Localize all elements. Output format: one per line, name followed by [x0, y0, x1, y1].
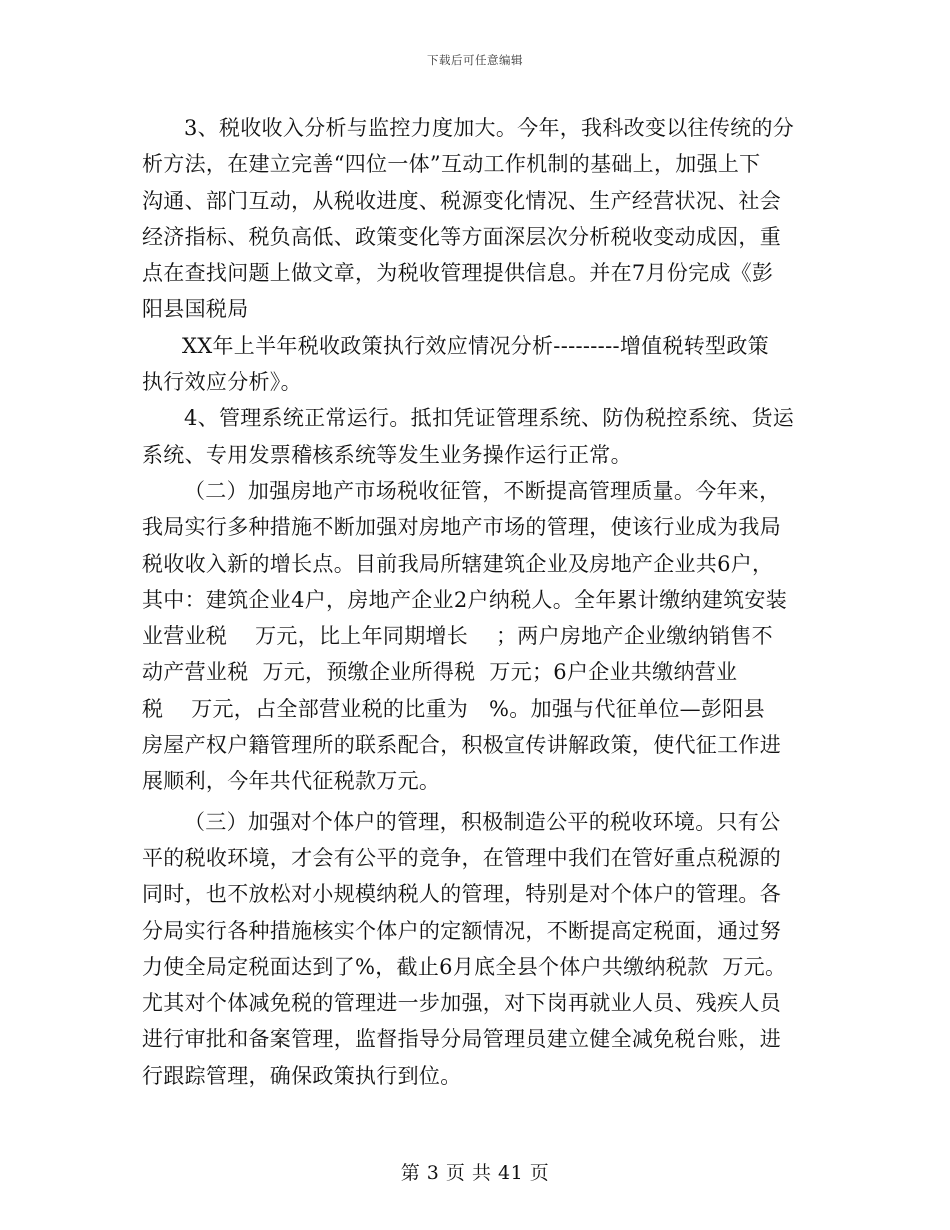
text-line: 税 万元，占全部营业税的比重为 %。加强与代征单位—彭阳县: [142, 696, 765, 721]
text-line: 阳县国税局: [142, 297, 249, 322]
text-line: 进行审批和备案管理，监督指导分局管理员建立健全减免税台账，进: [142, 1027, 781, 1052]
text-line: 平的税收环境，才会有公平的竞争，在管理中我们在管好重点税源的: [142, 845, 781, 870]
text-line: 点在查找问题上做文章，为税收管理提供信息。并在7月份完成《彭: [142, 261, 774, 286]
text-line: 执行效应分析》。: [142, 370, 302, 395]
text-line: 系统、专用发票稽核系统等发生业务操作运行正常。: [142, 442, 632, 467]
text-line: 力使全局定税面达到了%，截止6月底全县个体户共缴纳税款 万元。: [142, 954, 787, 979]
document-body: [142, 110, 810, 1094]
text-line: 房屋产权户籍管理所的联系配合，积极宣传讲解政策，使代征工作进: [142, 733, 781, 758]
text-line: 业营业税 万元，比上年同期增长 ；两户房地产企业缴纳销售不: [142, 624, 773, 649]
text-line: 尤其对个体减免税的管理进一步加强，对下岗再就业人员、残疾人员: [142, 991, 781, 1016]
text-line: XX年上半年税收政策执行效应情况分析---------增值税转型政策: [182, 333, 769, 358]
text-line: 同时，也不放松对小规模纳税人的管理，特别是对个体户的管理。各: [142, 882, 781, 907]
text-line: （二）加强房地产市场税收征管，不断提高管理质量。今年来，: [184, 478, 781, 503]
text-line: 税收收入新的增长点。目前我局所辖建筑企业及房地产企业共6户，: [142, 551, 774, 576]
text-line: 其中：建筑企业4户，房地产企业2户纳税人。全年累计缴纳建筑安装: [142, 587, 788, 612]
text-line: 3、税收收入分析与监控力度加大。今年，我科改变以往传统的分: [184, 116, 795, 140]
page-header: 下载后可任意编辑: [427, 53, 523, 67]
text-line: 动产营业税 万元，预缴企业所得税 万元；6户企业共缴纳营业: [142, 660, 738, 685]
text-line: 我局实行多种措施不断加强对房地产市场的管理，使该行业成为我局: [142, 515, 781, 540]
text-line: 行跟踪管理，确保政策执行到位。: [142, 1063, 462, 1088]
page-number-footer: 第 3 页 共 41 页: [400, 1162, 550, 1184]
text-line: （三）加强对个体户的管理，积极制造公平的税收环境。只有公: [184, 809, 781, 834]
text-line: 经济指标、税负高低、政策变化等方面深层次分析税收变动成因，重: [142, 224, 781, 249]
text-line: 析方法，在建立完善“四位一体”互动工作机制的基础上，加强上下: [142, 152, 761, 177]
text-line: 沟通、部门互动，从税收进度、税源变化情况、生产经营状况、社会: [142, 188, 781, 213]
text-line: 4、管理系统正常运行。抵扣凭证管理系统、防伪税控系统、货运: [184, 406, 795, 431]
text-line: 分局实行各种措施核实个体户的定额情况，不断提高定税面，通过努: [142, 918, 781, 943]
text-line: 展顺利，今年共代征税款万元。: [142, 769, 441, 794]
